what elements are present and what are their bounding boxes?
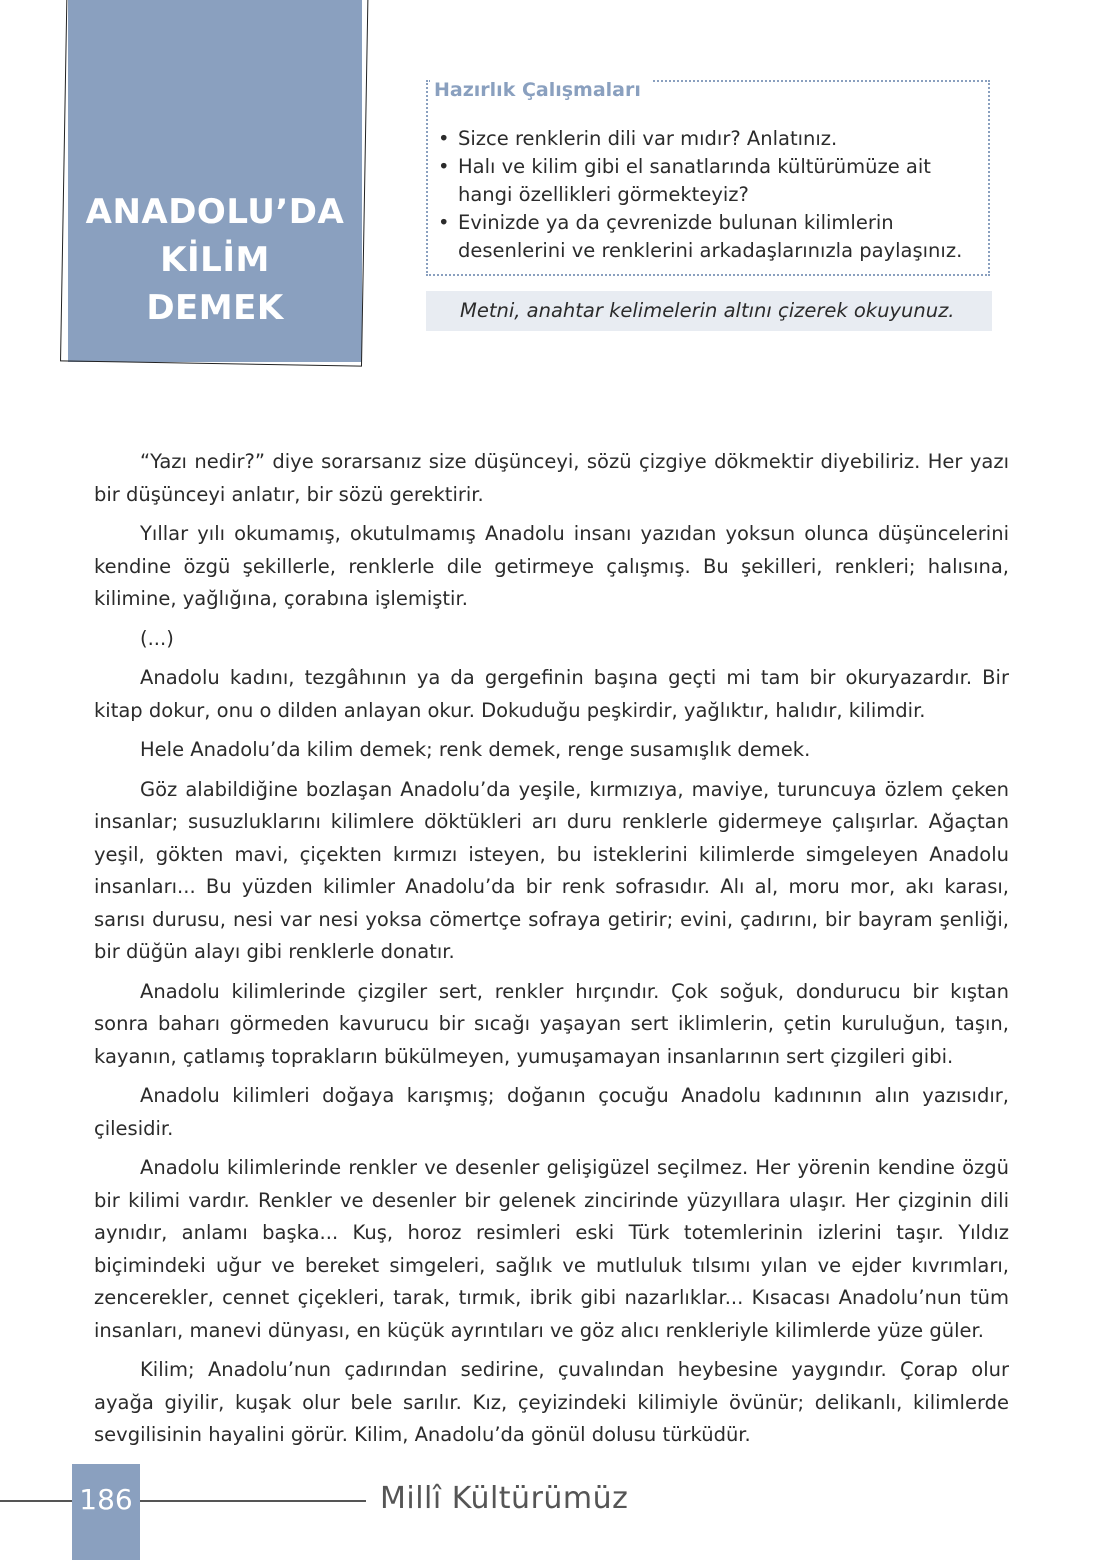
paragraph: Göz alabildiğine bozlaşan Anadolu’da yeşile, kırmızıya, maviye, turuncuya özlem çeken insanlar; susuzluklarını kilimlere döktükleri arı duru renklerle gidermeye çalışırlar. Ağaçtan yeşil, gökten mavi, çiçekten kırmızı isteyen, bu isteklerini kilimlerde simgeleyen Anadolu insanları... Bu yüzden kilimler Anadolu’da bir renk sofrasıdır. Alı al, moru mor, akı karası, sarısı durusu, nesi var nesi yoksa cömertçe sofraya getirir; evini, çadırını, bir bayram şenliği, bir düğün alayı gibi renklerle donatır.	[94, 777, 1009, 963]
page-title	[68, 188, 362, 332]
list-item-text: Sizce renklerin dili var mıdır? Anlatınız.	[458, 127, 838, 150]
preparation-heading: Hazırlık Çalışmaları	[430, 76, 651, 104]
footer-divider-left	[0, 1500, 74, 1502]
paragraph: Anadolu kilimleri doğaya karışmış; doğanın çocuğu Anadolu kadınının alın yazısıdır, çilesidir.	[94, 1084, 1009, 1140]
list-item	[436, 153, 981, 209]
bullet-icon: •	[438, 127, 450, 150]
bullet-icon: •	[438, 155, 450, 178]
footer-book-title: Millî Kültürümüz	[380, 1481, 629, 1516]
paragraph: “Yazı nedir?” diye sorarsanız size düşünceyi, sözü çizgiye dökmektir diyebiliriz. Her yazı bir düşünceyi anlatır, bir sözü gerektirir.	[94, 450, 1009, 506]
title-line-2: KİLİM	[160, 240, 270, 280]
paragraph: Anadolu kilimlerinde çizgiler sert, renkler hırçındır. Çok soğuk, dondurucu bir kıştan sonra baharı görmeden kavurucu bir sıcağı yaşayan sert iklimlerin, çetin kuruluğun, taşın, kayanın, çatlamış toprakların bükülmeyen, yumuşamayan insanlarının sert çizgileri gibi.	[94, 979, 1009, 1068]
list-item	[436, 125, 981, 153]
body-text	[94, 446, 1009, 1459]
footer-divider	[140, 1500, 366, 1502]
paragraph: (...)	[140, 626, 174, 650]
list-item-text: Evinizde ya da çevrenizde bulunan kilimlerin desenlerini ve renklerini arkadaşlarınızla paylaşınız.	[458, 211, 963, 262]
list-item-text: Halı ve kilim gibi el sanatlarında kültürümüze ait hangi özellikleri görmekteyiz?	[458, 155, 931, 206]
paragraph: Yıllar yılı okumamış, okutulmamış Anadolu insanı yazıdan yoksun olunca düşüncelerini kendine özgü şekillerle, renklerle dile getirmeye çalışmış. Bu şekilleri, renkleri; halısına, kilimine, yağlığına, çorabına işlemiştir.	[94, 522, 1009, 610]
title-line-3: DEMEK	[146, 288, 284, 328]
preparation-list	[436, 125, 981, 265]
instruction-text: Metni, anahtar kelimelerin altını çizerek okuyunuz.	[460, 299, 955, 322]
paragraph: Anadolu kadını, tezgâhının ya da gergefinin başına geçti mi tam bir okuryazardır. Bir kitap dokur, onu o dilden anlayan okur. Dokuduğu peşkirdir, yağlıktır, halıdır, kilimdir.	[94, 666, 1009, 722]
paragraph: Kilim; Anadolu’nun çadırından sedirine, çuvalından heybesine yaygındır. Çorap olur ayağa giyilir, kuşak olur bele sarılır. Kız, çeyizindeki kilimiyle övünür; delikanlı, kilimlerde sevgilisinin hayalini görür. Kilim, Anadolu’da gönül dolusu türküdür.	[94, 1358, 1009, 1446]
title-line-1: ANADOLU’DA	[85, 192, 345, 232]
paragraph: Hele Anadolu’da kilim demek; renk demek, renge susamışlık demek.	[140, 738, 811, 761]
bullet-icon: •	[438, 211, 450, 234]
list-item	[436, 209, 981, 265]
page-number: 186	[79, 1483, 133, 1516]
paragraph: Anadolu kilimlerinde renkler ve desenler gelişigüzel seçilmez. Her yörenin kendine özgü bir kilimi vardır. Renkler ve desenler bir gelenek zincirinde yüzyıllara ulaşır. Her çizginin dili aynıdır, anlamı başka... Kuş, horoz resimleri eski Türk totemlerinin izlerini taşır. Yıldız biçimindeki uğur ve bereket simgeleri, sağlık ve mutluluk tılsımı yılan ve ejder kıvrımları, zencerekler, cennet çiçekleri, tarak, tırmık, ibrik gibi nazarlıklar... Kısacası Anadolu’nun tüm insanları, manevi dünyası, en küçük ayrıntıları ve göz alıcı renkleriyle kilimlerde yüze güler.	[94, 1156, 1009, 1342]
